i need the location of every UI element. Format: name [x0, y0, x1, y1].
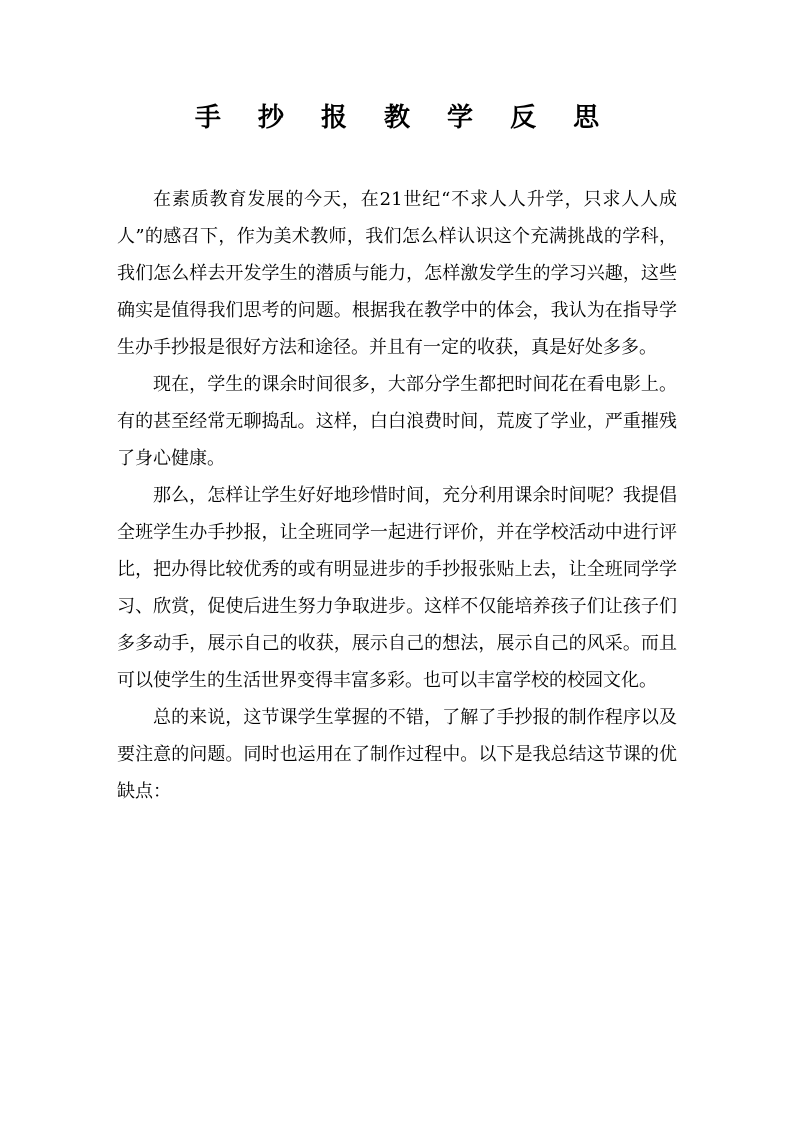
document-body — [117, 181, 677, 810]
paragraph: 现在，学生的课余时间很多，大部分学生都把时间花在看电影上。有的甚至经常无聊捣乱。这样，白白浪费时间，荒废了学业，严重摧残了身心健康。 — [117, 374, 677, 469]
paragraph: 总的来说，这节课学生掌握的不错，了解了手抄报的制作程序以及要注意的问题。同时也运用在了制作过程中。以下是我总结这节课的优缺点： — [117, 707, 677, 802]
paragraph: 在素质教育发展的今天，在21世纪“不求人人升学，只求人人成人”的感召下，作为美术教师，我们怎么样认识这个充满挑战的学科，我们怎么样去开发学生的潜质与能力，怎样激发学生的学习兴趣，这些确实是值得我们思考的问题。根据我在教学中的体会，我认为在指导学生办手抄报是很好方法和途径。并且有一定的收获，真是好处多多。 — [117, 189, 677, 358]
document-title: 手 抄 报 教 学 反 思 — [194, 103, 614, 133]
paragraph: 那么，怎样让学生好好地珍惜时间，充分利用课余时间呢？我提倡全班学生办手抄报，让全班同学一起进行评价，并在学校活动中进行评比，把办得比较优秀的或有明显进步的手抄报张贴上去，让全班同学学习、欣赏，促使后进生努力争取进步。这样不仅能培养孩子们让孩子们多多动手，展示自己的收获，展示自己的想法，展示自己的风采。而且可以使学生的生活世界变得丰富多彩。也可以丰富学校的校园文化。 — [117, 485, 677, 691]
